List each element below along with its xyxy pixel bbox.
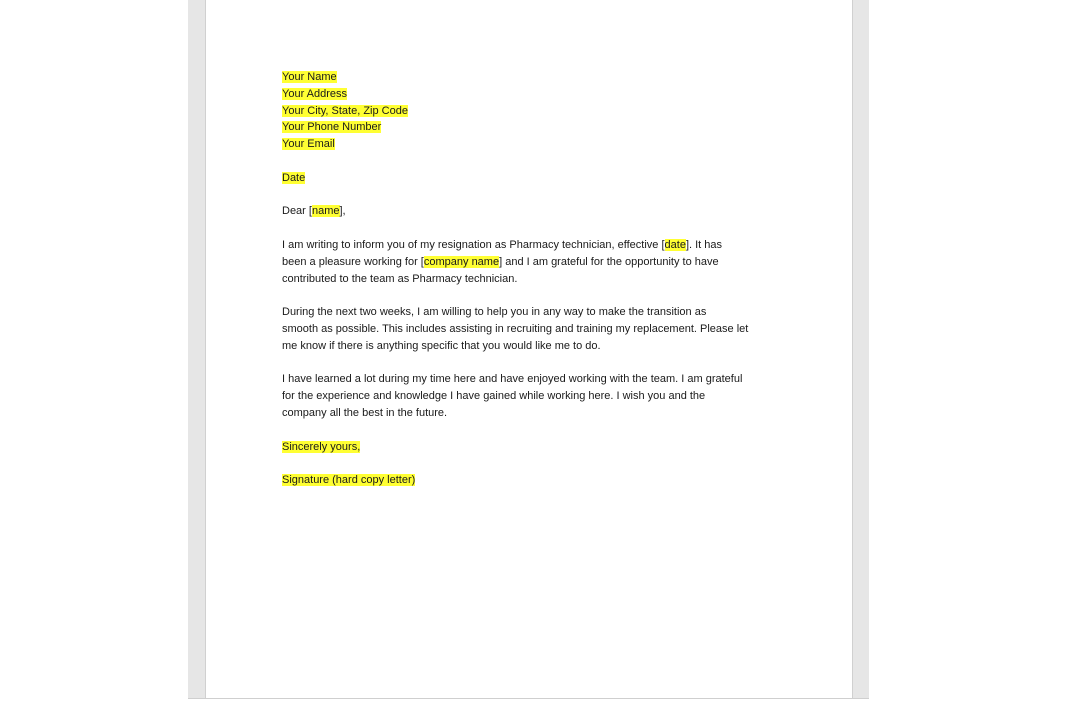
sender-email: Your Email: [282, 138, 335, 151]
paragraph-gratitude: I have learned a lot during my time here and have enjoyed working with the team. I am grateful for the experience and knowledge I have gained while working here. I wish you and the company all the best in the future.: [282, 373, 743, 419]
sender-block: [282, 69, 782, 153]
sender-name: Your Name: [282, 71, 337, 83]
sender-address: Your Address: [282, 87, 348, 100]
document-page[interactable]: [205, 0, 853, 699]
recipient-name-placeholder: name: [311, 205, 340, 218]
sender-phone: Your Phone Number: [282, 121, 382, 134]
letter-date: Date: [282, 171, 306, 184]
paragraph-resignation: I am writing to inform you of my resignation as Pharmacy technician, effective [date]. It has been a pleasure working for [company name] and I am grateful for the opportunity to have contributed to the team as Pharmacy technician.: [282, 238, 723, 285]
signature-placeholder: Signature (hard copy letter): [282, 474, 416, 487]
salutation: Dear [name],: [282, 205, 346, 218]
company-name-placeholder: company name: [423, 255, 500, 268]
letter-body: [282, 69, 782, 489]
page-bottom-edge: [188, 698, 869, 699]
closing-line: Sincerely yours,: [282, 440, 361, 453]
sender-city: Your City, State, Zip Code: [282, 104, 408, 117]
effective-date-placeholder: date: [664, 238, 686, 251]
paragraph-transition: During the next two weeks, I am willing to help you in any way to make the transition as smooth as possible. This includes assisting in recruiting and training my replacement. Please let me know if there is anything specific that you would like me to do.: [282, 306, 749, 352]
